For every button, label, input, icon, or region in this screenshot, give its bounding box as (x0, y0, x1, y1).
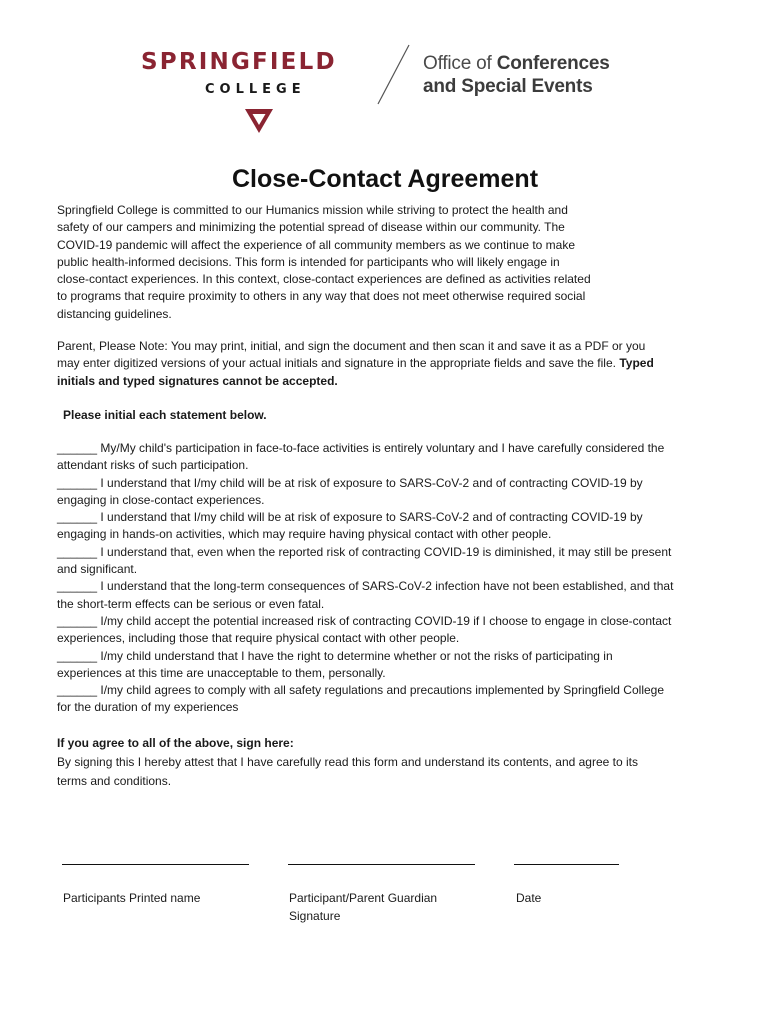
statement-line: ______ I/my child understand that I have the right to determine whether or not the risks of participating in (57, 648, 613, 663)
statement-line: ______ My/My child's participation in face-to-face activities is entirely voluntary and I have carefully considered the (57, 441, 665, 455)
statement-line: ______ I understand that I/my child will be at risk of exposure to SARS-CoV-2 and of contracting COVID-19 by (57, 510, 643, 525)
note-line: may enter digitized versions of your actual initials and signature in the appropriate fields and save the file. (57, 356, 620, 371)
statement-line: and significant. (57, 562, 138, 577)
statement-line: engaging in hands-on activities, which may require having physical contact with other people. (57, 527, 552, 542)
college-logo-wordmark: SPRINGFIELD (141, 49, 337, 75)
intro-line: Springfield College is committed to our Humanics mission while striving to protect the health and (57, 203, 568, 217)
attest-line: By signing this I hereby attest that I have carefully read this form and understand its contents, and agree to its (57, 755, 638, 769)
parent-note (57, 338, 717, 390)
statement-line: ______ I/my child agrees to comply with all safety regulations and precautions implemented by Springfield College (57, 683, 665, 698)
office-prefix: Office of (423, 53, 497, 74)
statement-line: engaging in close-contact experiences. (57, 492, 265, 507)
note-line: Parent, Please Note: You may print, initial, and sign the document and then scan it and save it as a PDF or you (57, 339, 646, 353)
statement-line: for the duration of my experiences (57, 700, 239, 715)
intro-line: public health-informed decisions. This form is intended for participants who will likely engage in (57, 254, 560, 269)
intro-paragraph (57, 202, 717, 323)
statement-line: ______ I/my child accept the potential increased risk of contracting COVID-19 if I choose to engage in close-contact (57, 613, 672, 628)
office-conferences: Conferences (496, 53, 610, 74)
attest-line: terms and conditions. (57, 774, 172, 788)
date-label: Date (516, 891, 542, 905)
signature-label-line: Participant/Parent Guardian (289, 891, 438, 905)
intro-line: close-contact experiences. In this context, close-contact experiences are defined as activities related (57, 272, 591, 287)
office-name (423, 52, 610, 98)
signature-label-line: Signature (289, 909, 341, 923)
statement-line: experiences, including those that require physical contact with other people. (57, 631, 460, 646)
initial-heading: Please initial each statement below. (63, 408, 267, 422)
statement-list (57, 440, 717, 717)
statement-line: the short-term effects can be serious or even fatal. (57, 596, 325, 611)
date-field[interactable] (514, 864, 619, 865)
intro-line: to programs that require proximity to others in any way that does not meet otherwise required social (57, 289, 586, 304)
statement-line: experiences at this time are unacceptable to them, personally. (57, 665, 386, 680)
intro-line: distancing guidelines. (57, 306, 172, 321)
logo-divider-slash (374, 44, 414, 106)
note-emphasis: Typed (619, 356, 654, 371)
signature-label (289, 889, 437, 925)
agree-heading: If you agree to all of the above, sign here: (57, 736, 294, 750)
intro-line: safety of our campers and minimizing the potential spread of disease within our community. The (57, 220, 565, 235)
note-emphasis: initials and typed signatures cannot be accepted. (57, 373, 338, 388)
statement-line: ______ I understand that the long-term consequences of SARS-CoV-2 infection have not been established, and that (57, 579, 674, 594)
attest-paragraph (57, 753, 717, 791)
signature-field[interactable] (288, 864, 475, 865)
intro-line: COVID-19 pandemic will affect the experience of all community members as we continue to make (57, 237, 576, 252)
statement-line: ______ I understand that, even when the reported risk of contracting COVID-19 is diminished, it may still be present (57, 544, 672, 559)
college-triangle-icon (244, 108, 274, 134)
printed-name-field[interactable] (62, 864, 249, 865)
printed-name-label: Participants Printed name (63, 891, 201, 905)
college-logo-subtitle: COLLEGE (205, 82, 306, 97)
statement-line: ______ I understand that I/my child will be at risk of exposure to SARS-CoV-2 and of contracting COVID-19 by (57, 475, 643, 490)
page-title: Close-Contact Agreement (231, 165, 539, 193)
statement-line: attendant risks of such participation. (57, 458, 249, 473)
office-special-events: and Special Events (423, 76, 593, 97)
